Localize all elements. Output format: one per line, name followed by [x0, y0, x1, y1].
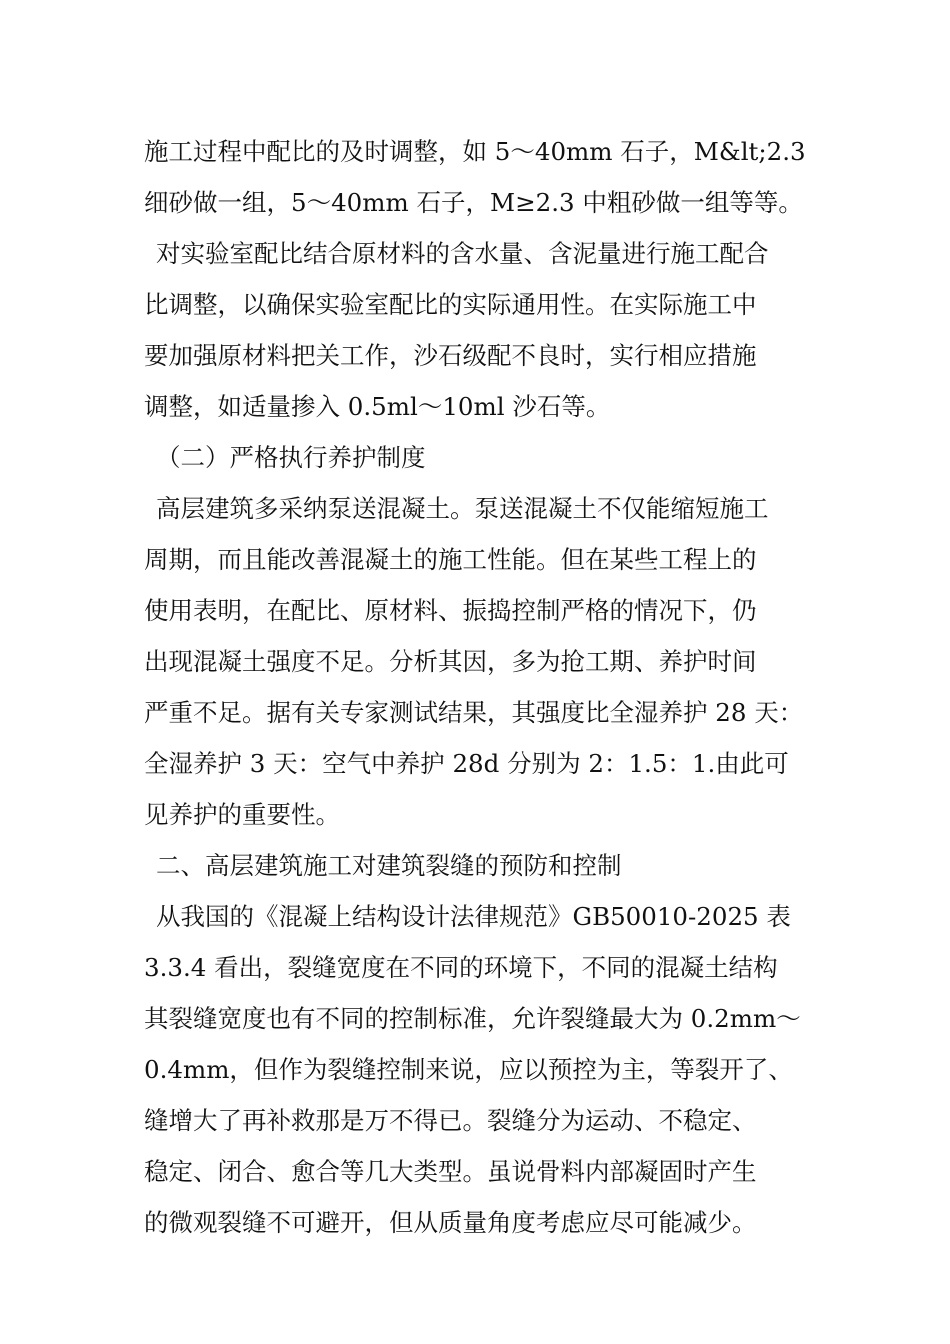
text-line: 的微观裂缝不可避开，但从质量角度考虑应尽可能减少。	[144, 1208, 757, 1237]
text-line: 要加强原材料把关工作，沙石级配不良时，实行相应措施	[144, 341, 757, 370]
text-line: 细砂做一组，5～40mm 石子，M≥2.3 中粗砂做一组等等。	[144, 188, 803, 217]
paragraph-start-line: 从我国的《混凝上结构设计法律规范》GB50010-2025 表	[156, 902, 791, 931]
text-line: 其裂缝宽度也有不同的控制标准，允许裂缝最大为 0.2mm～	[144, 1004, 801, 1033]
text-line: 全湿养护 3 天：空气中养护 28d 分别为 2：1.5：1.由此可	[144, 749, 789, 778]
text-line: 出现混凝土强度不足。分析其因，多为抢工期、养护时间	[144, 647, 757, 676]
body-text	[144, 126, 824, 1248]
text-line: 使用表明，在配比、原材料、振捣控制严格的情况下，仍	[144, 596, 757, 625]
text-line: 周期，而且能改善混凝土的施工性能。但在某些工程上的	[144, 545, 757, 574]
text-line: 3.3.4 看出，裂缝宽度在不同的环境下，不同的混凝土结构	[144, 953, 778, 982]
paragraph-start-line: 高层建筑多采纳泵送混凝土。泵送混凝土不仅能缩短施工	[156, 494, 769, 523]
text-line: 比调整，以确保实验室配比的实际通用性。在实际施工中	[144, 290, 757, 319]
paragraph-start-line: 对实验室配比结合原材料的含水量、含泥量进行施工配合	[156, 239, 769, 268]
text-line: 稳定、闭合、愈合等几大类型。虽说骨料内部凝固时产生	[144, 1157, 757, 1186]
text-line: 严重不足。据有关专家测试结果，其强度比全湿养护 28 天：	[144, 698, 804, 727]
section-heading: 二、高层建筑施工对建筑裂缝的预防和控制	[156, 851, 622, 880]
text-line: 施工过程中配比的及时调整，如 5～40mm 石子，M&lt;2.3	[144, 137, 806, 166]
text-line: 调整，如适量掺入 0.5ml～10ml 沙石等。	[144, 392, 611, 421]
section-heading: （二）严格执行养护制度	[156, 443, 426, 472]
text-line: 见养护的重要性。	[144, 800, 340, 829]
text-line: 0.4mm，但作为裂缝控制来说，应以预控为主，等裂开了、	[144, 1055, 793, 1084]
text-line: 缝增大了再补救那是万不得已。裂缝分为运动、不稳定、	[144, 1106, 757, 1135]
